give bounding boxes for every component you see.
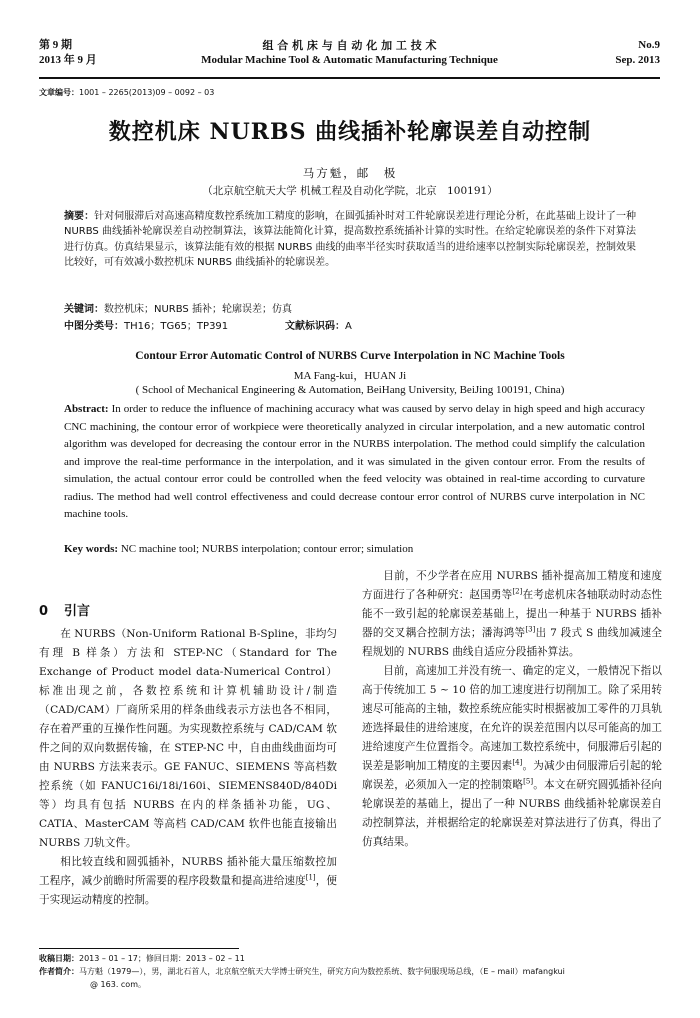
section-heading [39,600,90,619]
right-p2-text-a: 目前，高速加工并没有统一、确定的定义，一般情况下指以高于传统加工 5 ~ 10 倍的加工速度进行切削加工。除了采用转速尽可能高的主轴，数控系统应能实时根据被加工零件的刀具轨迹选择最佳的进给速度，在允许的误差范围内以尽可能高的加工进给速度产生位置指令。高速加工数控系统中，伺服滞后引起的误差是影响加工精度的主要因素 [362,665,662,772]
left-p2-text-b: ，便于实现运动精度的控制。 [39,875,338,906]
article-number [39,87,214,98]
author-bio-text: 马方魁（1979—），男，湖北石首人，北京航空航天大学博士研究生，研究方向为数控系统、数字伺服现场总线，（E – mail）mafangkui [79,967,565,976]
right-p2-text-b: 。为减少由伺服滞后引起的轮廓误差，必须加入一定的控制策略 [362,760,663,791]
right-column [362,567,662,852]
abstract-cn-label: 摘要： [64,211,95,222]
article-number-label: 文章编号： [39,88,79,97]
abstract-en-label: Abstract: [64,403,109,415]
classification-line [64,317,352,332]
citation-2: [2] [512,587,523,596]
author-bio-label: 作者简介： [39,967,79,976]
citation-3: [3] [525,625,536,634]
right-p1-text-a: 目前，不少学者在应用 NURBS 插补提高加工精度和速度方面进行了各种研究：赵国勇等 [362,570,662,601]
section-title: 引言 [64,604,91,619]
header-right [615,38,660,68]
date-cn: 2013 年 9 月 [39,54,97,66]
abstract-en-text: In order to reduce the influence of machining accuracy what was caused by servo delay in high speed and high accuracy CNC machining, the contour error of workpiece were theoretically analyzed in circular interpolation, and a new automatic control algorithm was developed for decreasing the contour error in the NURBS interpolation. The method could simplify the calculation and improve the real-time performance in the interpolation, and it was simulated in the given contour error. From the results of simulation, the actual contour error could be controlled when the feed velocity was obtained in real-time according to curvature radius. The method had well control effectiveness and could decrease contour error control of NURBS curve interpolation in NC machine tools. [64,403,645,520]
document-code [285,317,352,332]
author-bio-text-cont: @ 163. com。 [90,980,146,989]
issue-cn: 第 9 期 [39,39,72,51]
affiliation-cn: （北京航空航天大学 机械工程及自动化学院，北京 100191） [202,185,498,197]
footnote-author [39,965,660,991]
citation-1: [1] [305,873,316,882]
keywords-cn-label: 关键词： [64,304,104,315]
left-column [39,625,337,910]
keywords-en [64,543,413,555]
left-paragraph-1: 在 NURBS（Non-Uniform Rational B-Spline，非均匀有理 B 样条）方法和 STEP-NC（Standard for The Exchange of Product model data-Numerical Control）标准出现之前，各数控系统和计算机辅助设计/制造（CAD/CAM）厂商所采用的样条曲线表示方法也各不相同，存在着严重的互操作性问题。为实现数控系统与 CAD/CAM 软件之间的双向数据传输，在 STEP-NC 中，自由曲线曲面均可由 NURBS 方法来表示。GE FANUC、SIEMENS 等高档数控系统（如 FANUC16i/18i/160i、SIEMENS840D/840Di 等）均具有包括 NURBS 在内的样条插补功能，UG、CATIA、MasterCAM 等高档 CAD/CAM 软件也能直接输出 NURBS 刀轨文件。 [39,628,337,849]
header-rule [39,77,660,79]
left-paragraph-2 [39,853,337,910]
document-code-value: A [345,321,352,332]
journal-name-cn: 组 合 机 床 与 自 动 化 加 工 技 术 [262,39,437,52]
classification-label: 中图分类号： [64,321,124,332]
article-number-value: 1001 – 2265(2013)09 – 0092 – 03 [79,88,215,97]
right-p1-text-c: 出 7 段式 S 曲线加减速全程规划的 NURBS 曲线自适应分段插补算法。 [362,627,663,658]
issue-en: No.9 [638,39,660,51]
affiliation-en: ( School of Mechanical Engineering & Automation, BeiHang University, BeiJing 100191, China) [135,384,565,396]
abstract-en [64,401,645,524]
right-paragraph-2 [362,662,662,852]
section-number: 0 [39,604,49,619]
received-label: 收稿日期： [39,954,79,963]
citation-5: [5] [523,777,534,786]
received-text: 2013 – 01 – 17；修回日期：2013 – 02 – 11 [79,954,245,963]
authors-en: MA Fang-kui，HUAN Ji [293,370,407,382]
keywords-cn [64,300,292,315]
right-paragraph-1 [362,567,662,662]
authors-cn: 马方魁，邮 极 [302,166,398,180]
left-p2-text-a: 相比较直线和圆弧插补，NURBS 插补能大量压缩数控加工程序，减少前瞻时所需要的程序段数量和提高进给速度 [39,856,337,887]
keywords-cn-text: 数控机床；NURBS 插补；轮廓误差；仿真 [104,304,292,315]
right-p1-text-b: 在考虑机床各轴联动时动态性能不一致引起的轮廓误差基础上，提出一种基于 NURBS 插补器的交叉耦合控制方法；潘海鸿等 [362,589,663,639]
citation-4: [4] [512,758,523,767]
date-en: Sep. 2013 [615,54,660,66]
footnote-received [39,952,660,965]
keywords-en-label: Key words: [64,543,119,555]
title-en: Contour Error Automatic Control of NURBS Curve Interpolation in NC Machine Tools [135,350,565,362]
abstract-cn [64,209,636,270]
journal-name-en: Modular Machine Tool & Automatic Manufacturing Technique [201,54,498,66]
abstract-cn-text: 针对伺服滞后对高速高精度数控系统加工精度的影响，在圆弧插补时对工件轮廓误差进行理论分析，在此基础上设计了一种 NURBS 曲线插补轮廓误差自动控制算法，该算法能简化计算，提高数控系统插补计算的实时性。在给定轮廓误差的条件下对算法进行仿真。仿真结果显示，该算法能有效的根据 NURBS 曲线的曲率半径实时获取适当的进给速率以控制实际轮廓误差，控制效果比较好，可有效减小数控机床 NURBS 曲线插补的轮廓误差。 [64,211,637,268]
header-center [39,38,660,68]
keywords-en-text: NC machine tool; NURBS interpolation; contour error; simulation [118,543,414,555]
running-header [39,38,660,78]
document-code-label: 文献标识码： [285,321,345,332]
title-cn: 数控机床 NURBS 曲线插补轮廓误差自动控制 [108,119,592,145]
classification-value: TH16；TG65；TP391 [124,321,229,332]
footnote-rule [39,948,239,949]
right-p2-text-c: 。本文在研究圆弧插补径向轮廓误差的基础上，提出了一种 NURBS 曲线插补轮廓误差自动控制算法，并根据给定的轮廓误差对算法进行了仿真，得出了仿真结果。 [362,779,663,848]
